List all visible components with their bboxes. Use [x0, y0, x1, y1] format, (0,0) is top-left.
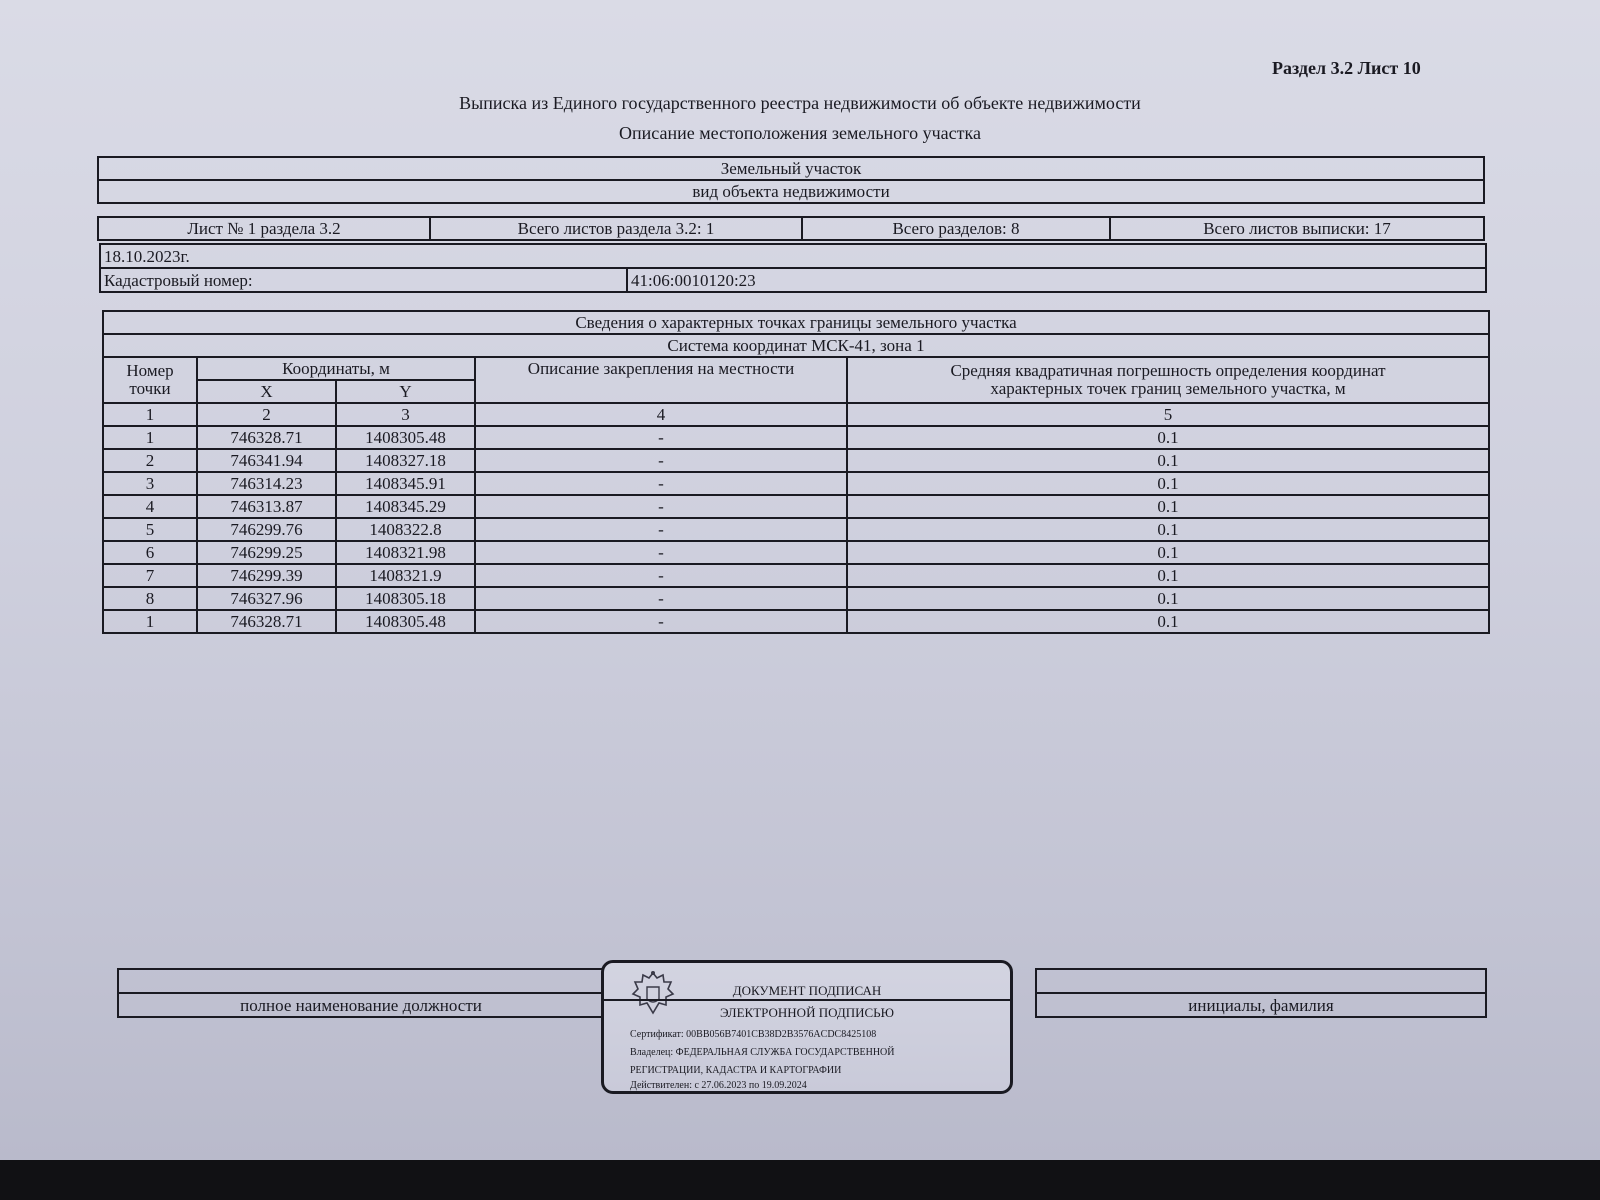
column-number: 4 [475, 403, 847, 426]
column-number: 2 [197, 403, 336, 426]
coordinate-system: Система координат МСК-41, зона 1 [103, 334, 1489, 357]
table-row [103, 426, 1489, 449]
point-error: 0.1 [847, 426, 1489, 449]
point-y: 1408305.48 [336, 610, 475, 633]
section-sheet-label: Раздел 3.2 Лист 10 [1272, 58, 1421, 78]
cadastral-info-table [99, 243, 1487, 293]
point-x: 746328.71 [197, 610, 336, 633]
table-row [103, 587, 1489, 610]
point-description: - [475, 564, 847, 587]
points-table-title: Сведения о характерных точках границы земельного участка [103, 311, 1489, 334]
table-row [103, 472, 1489, 495]
stamp-validity: Действителен: с 27.06.2023 по 19.09.2024 [630, 1080, 807, 1091]
point-error: 0.1 [847, 495, 1489, 518]
boundary-points-table [102, 310, 1490, 634]
stamp-certificate: Сертификат: 00BB056B7401CB38D2B3576ACDC8425108 [630, 1029, 877, 1040]
extract-date: 18.10.2023г. [100, 244, 1486, 268]
column-number: 1 [103, 403, 197, 426]
point-error: 0.1 [847, 610, 1489, 633]
point-x: 746299.39 [197, 564, 336, 587]
point-x: 746341.94 [197, 449, 336, 472]
header-description: Описание закрепления на местности [475, 357, 847, 403]
point-number: 4 [103, 495, 197, 518]
point-error: 0.1 [847, 587, 1489, 610]
point-description: - [475, 495, 847, 518]
background-surface [0, 1160, 1600, 1200]
point-x: 746299.25 [197, 541, 336, 564]
point-y: 1408321.9 [336, 564, 475, 587]
point-y: 1408321.98 [336, 541, 475, 564]
object-type-table [97, 156, 1485, 204]
document-subtitle: Описание местоположения земельного участка [619, 123, 981, 143]
stamp-title-line1: ДОКУМЕНТ ПОДПИСАН [732, 983, 882, 998]
total-sheets-section: Всего листов раздела 3.2: 1 [430, 217, 802, 240]
point-x: 746327.96 [197, 587, 336, 610]
point-description: - [475, 449, 847, 472]
point-x: 746313.87 [197, 495, 336, 518]
header-error: Средняя квадратичная погрешность определения координат характерных точек границ земельного участка, м [847, 357, 1489, 403]
object-name: Земельный участок [98, 157, 1484, 180]
header-x: X [197, 380, 336, 403]
position-label: полное наименование должности [118, 993, 604, 1017]
point-description: - [475, 472, 847, 495]
cadastral-number: 41:06:0010120:23 [627, 268, 1486, 292]
point-error: 0.1 [847, 564, 1489, 587]
point-description: - [475, 587, 847, 610]
point-number: 7 [103, 564, 197, 587]
point-error: 0.1 [847, 518, 1489, 541]
cadastral-label: Кадастровый номер: [100, 268, 627, 292]
point-error: 0.1 [847, 472, 1489, 495]
point-description: - [475, 610, 847, 633]
column-number: 3 [336, 403, 475, 426]
header-y: Y [336, 380, 475, 403]
point-number: 2 [103, 449, 197, 472]
header-point-number: Номер точки [103, 357, 197, 403]
point-y: 1408305.18 [336, 587, 475, 610]
total-sheets-extract: Всего листов выписки: 17 [1110, 217, 1484, 240]
column-number: 5 [847, 403, 1489, 426]
document-title: Выписка из Единого государственного реестра недвижимости об объекте недвижимости [459, 93, 1141, 113]
table-row [103, 518, 1489, 541]
point-x: 746299.76 [197, 518, 336, 541]
point-description: - [475, 426, 847, 449]
electronic-signature-stamp [601, 960, 1013, 1094]
sheet-number: Лист № 1 раздела 3.2 [98, 217, 430, 240]
point-y: 1408345.91 [336, 472, 475, 495]
position-blank [118, 969, 604, 993]
stamp-owner-line1: Владелец: ФЕДЕРАЛЬНАЯ СЛУЖБА ГОСУДАРСТВЕННОЙ [630, 1047, 895, 1058]
point-number: 8 [103, 587, 197, 610]
point-y: 1408305.48 [336, 426, 475, 449]
point-number: 5 [103, 518, 197, 541]
point-number: 3 [103, 472, 197, 495]
point-y: 1408345.29 [336, 495, 475, 518]
total-sections: Всего разделов: 8 [802, 217, 1110, 240]
table-row [103, 541, 1489, 564]
point-error: 0.1 [847, 449, 1489, 472]
object-kind-label: вид объекта недвижимости [98, 180, 1484, 203]
point-x: 746314.23 [197, 472, 336, 495]
point-error: 0.1 [847, 541, 1489, 564]
stamp-title-line2: ЭЛЕКТРОННОЙ ПОДПИСЬЮ [720, 1005, 894, 1020]
point-description: - [475, 541, 847, 564]
table-row [103, 449, 1489, 472]
point-number: 6 [103, 541, 197, 564]
sheets-info-table [97, 216, 1485, 241]
table-row [103, 564, 1489, 587]
point-y: 1408322.8 [336, 518, 475, 541]
stamp-owner-line2: РЕГИСТРАЦИИ, КАДАСТРА И КАРТОГРАФИИ [630, 1065, 842, 1076]
point-number: 1 [103, 426, 197, 449]
point-number: 1 [103, 610, 197, 633]
stamp-divider [604, 999, 1010, 1001]
point-y: 1408327.18 [336, 449, 475, 472]
name-blank [1036, 969, 1486, 993]
point-description: - [475, 518, 847, 541]
name-label: инициалы, фамилия [1036, 993, 1486, 1017]
table-row [103, 610, 1489, 633]
table-row [103, 495, 1489, 518]
point-x: 746328.71 [197, 426, 336, 449]
header-coordinates: Координаты, м [197, 357, 475, 380]
